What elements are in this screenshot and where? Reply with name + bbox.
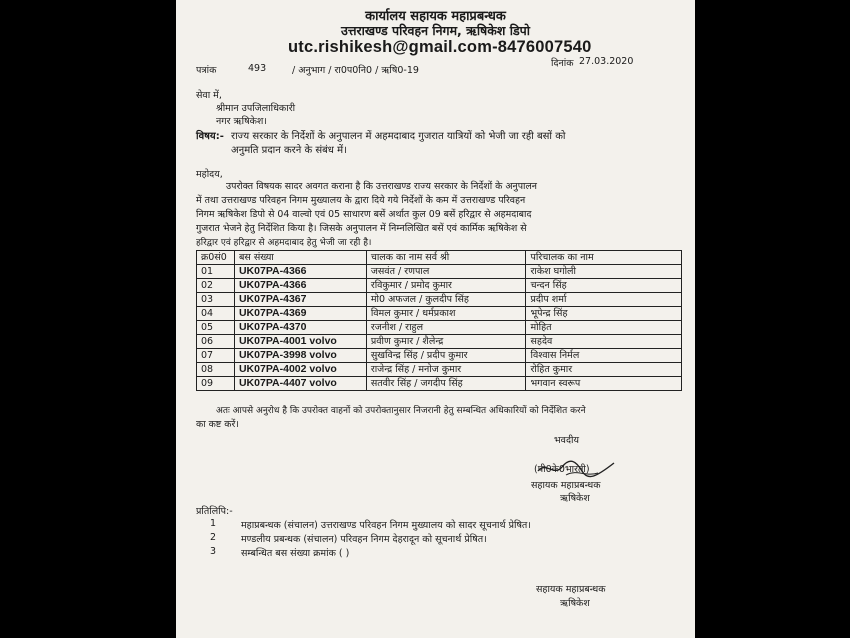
bus-number-cell: UK07PA-4407 volvo [234,377,366,391]
serial-cell: 03 [197,293,235,307]
conductor-cell: मोहित [526,321,682,335]
conductor-cell: भूपेन्द्र सिंह [526,307,682,321]
signatory-place: ऋषिकेश [560,493,590,504]
conductor-cell: रोहित कुमार [526,363,682,377]
table-header-row [197,251,682,265]
bus-number-cell: UK07PA-4366 [234,265,366,279]
copy-item-number: 1 [210,518,217,529]
address-line-1: सेवा में, [196,90,222,101]
footer-place: ऋषिकेश [560,598,590,609]
bus-allocation-table [196,250,682,391]
subject-label: विषय:- [196,131,224,142]
subject-line-2: अनुमति प्रदान करने के संबंध में। [231,145,347,156]
body-line-3: निगम ऋषिकेश डिपो से 04 वाल्वो एवं 05 साधारण बसें अर्थात कुल 09 बसें हरिद्वार से अहमदाबाद [196,209,532,220]
driver-cell: प्रवीण कुमार / शैलेन्द्र [366,335,526,349]
driver-cell: सुखविन्द्र सिंह / प्रदीप कुमार [366,349,526,363]
conductor-cell: विश्वास निर्मल [526,349,682,363]
subject-line-1: राज्य सरकार के निर्देशों के अनुपालन में अहमदाबाद गुजरात यात्रियों को भेजी जा रही बसों को [231,131,566,142]
patrank-number: 493 [248,63,267,74]
reference-section: / अनुभाग / रा0प0नि0 / ऋषि0-19 [292,65,419,76]
footer-title: सहायक महाप्रबन्धक [536,584,606,595]
request-line-2: का कष्ट करें। [196,419,239,430]
salutation: महोदय, [196,169,223,180]
table-row [197,279,682,293]
serial-cell: 09 [197,377,235,391]
copy-item-number: 2 [210,532,217,543]
serial-cell: 07 [197,349,235,363]
table-row [197,307,682,321]
bus-number-cell: UK07PA-4370 [234,321,366,335]
driver-cell: रजनीश / राहुल [366,321,526,335]
address-line-3: नगर ऋषिकेश। [216,116,267,127]
body-line-5: हरिद्वार एवं हरिद्वार से अहमदाबाद हेतु भेजी जा रही है। [196,238,372,248]
driver-cell: राजेन्द्र सिंह / मनोज कुमार [366,363,526,377]
patrank-label: पत्रांक [196,65,217,76]
serial-cell: 08 [197,363,235,377]
copy-item-text: महाप्रबन्धक (संचालन) उत्तराखण्ड परिवहन निगम मुख्यालय को सादर सूचनार्थ प्रेषित। [241,520,531,531]
bus-number-cell: UK07PA-4001 volvo [234,335,366,349]
table-row [197,293,682,307]
bus-number-cell: UK07PA-4366 [234,279,366,293]
letter-date: 27.03.2020 [579,56,634,67]
contact-line: utc.rishikesh@gmail.com-8476007540 [288,38,592,56]
driver-cell: जसवंत / रणपाल [366,265,526,279]
serial-cell: 06 [197,335,235,349]
serial-cell: 02 [197,279,235,293]
address-line-2: श्रीमान उपजिलाधिकारी [216,103,296,114]
body-line-2: में तथा उत्तराखण्ड परिवहन निगम मुख्यालय के द्वारा दिये गये निर्देशों के कम में उत्तराखण्ड परिवहन [196,195,526,206]
request-line-1: अतः आपसे अनुरोध है कि उपरोक्त वाहनों को उपरोक्तानुसार निजरानी हेतु सम्बन्धित अधिकारियों को निर्देशित करने [216,406,586,416]
driver-cell: रविकुमार / प्रमोद कुमार [366,279,526,293]
header-driver: चालक का नाम सर्व श्री [366,251,526,265]
letter-page [176,0,695,638]
date-label: दिनांक [551,58,574,69]
table-row [197,335,682,349]
serial-cell: 01 [197,265,235,279]
bus-number-cell: UK07PA-3998 volvo [234,349,366,363]
table-row [197,349,682,363]
conductor-cell: चन्दन सिंह [526,279,682,293]
conductor-cell: भगवान स्वरूप [526,377,682,391]
header-conductor: परिचालक का नाम [526,251,682,265]
bus-number-cell: UK07PA-4367 [234,293,366,307]
copy-item-text: मण्डलीय प्रबन्धक (संचालन) परिवहन निगम देहरादून को सूचनार्थ प्रेषित। [241,534,487,545]
driver-cell: मो0 अफजल / कुलदीप सिंह [366,293,526,307]
signatory-title: सहायक महाप्रबन्धक [531,480,601,491]
bus-number-cell: UK07PA-4369 [234,307,366,321]
copy-item-number: 3 [210,546,217,557]
office-title: कार्यालय सहायक महाप्रबन्धक [365,9,506,24]
copy-label: प्रतिलिपि:- [196,506,233,517]
organization-name: उत्तराखण्ड परिवहन निगम, ऋषिकेश डिपो [341,23,530,38]
driver-cell: सतवीर सिंह / जगदीप सिंह [366,377,526,391]
conductor-cell: राकेश घगोली [526,265,682,279]
conductor-cell: सहदेव [526,335,682,349]
body-line-4: गुजरात भेजने हेतु निर्देशित किया है। जिसके अनुपालन में निम्नलिखित बसें एवं कार्मिक ऋषिकेश से [196,223,527,234]
serial-cell: 04 [197,307,235,321]
header-serial: क्र0सं0 [197,251,235,265]
table-row [197,321,682,335]
body-line-1: उपरोक्त विषयक सादर अवगत कराना है कि उत्तराखण्ड राज्य सरकार के निर्देशों के अनुपालन [226,181,538,192]
table-row [197,377,682,391]
table-row [197,363,682,377]
copy-item-text: सम्बन्धित बस संख्या क्रमांक ( ) [241,548,350,559]
conductor-cell: प्रदीप शर्मा [526,293,682,307]
table-row [197,265,682,279]
header-bus-number: बस संख्या [234,251,366,265]
signatory-initials: (पी0के0भारती) [534,464,590,475]
bhavdiy-label: भवदीय [554,435,579,446]
serial-cell: 05 [197,321,235,335]
bus-number-cell: UK07PA-4002 volvo [234,363,366,377]
driver-cell: विमल कुमार / धर्मप्रकाश [366,307,526,321]
